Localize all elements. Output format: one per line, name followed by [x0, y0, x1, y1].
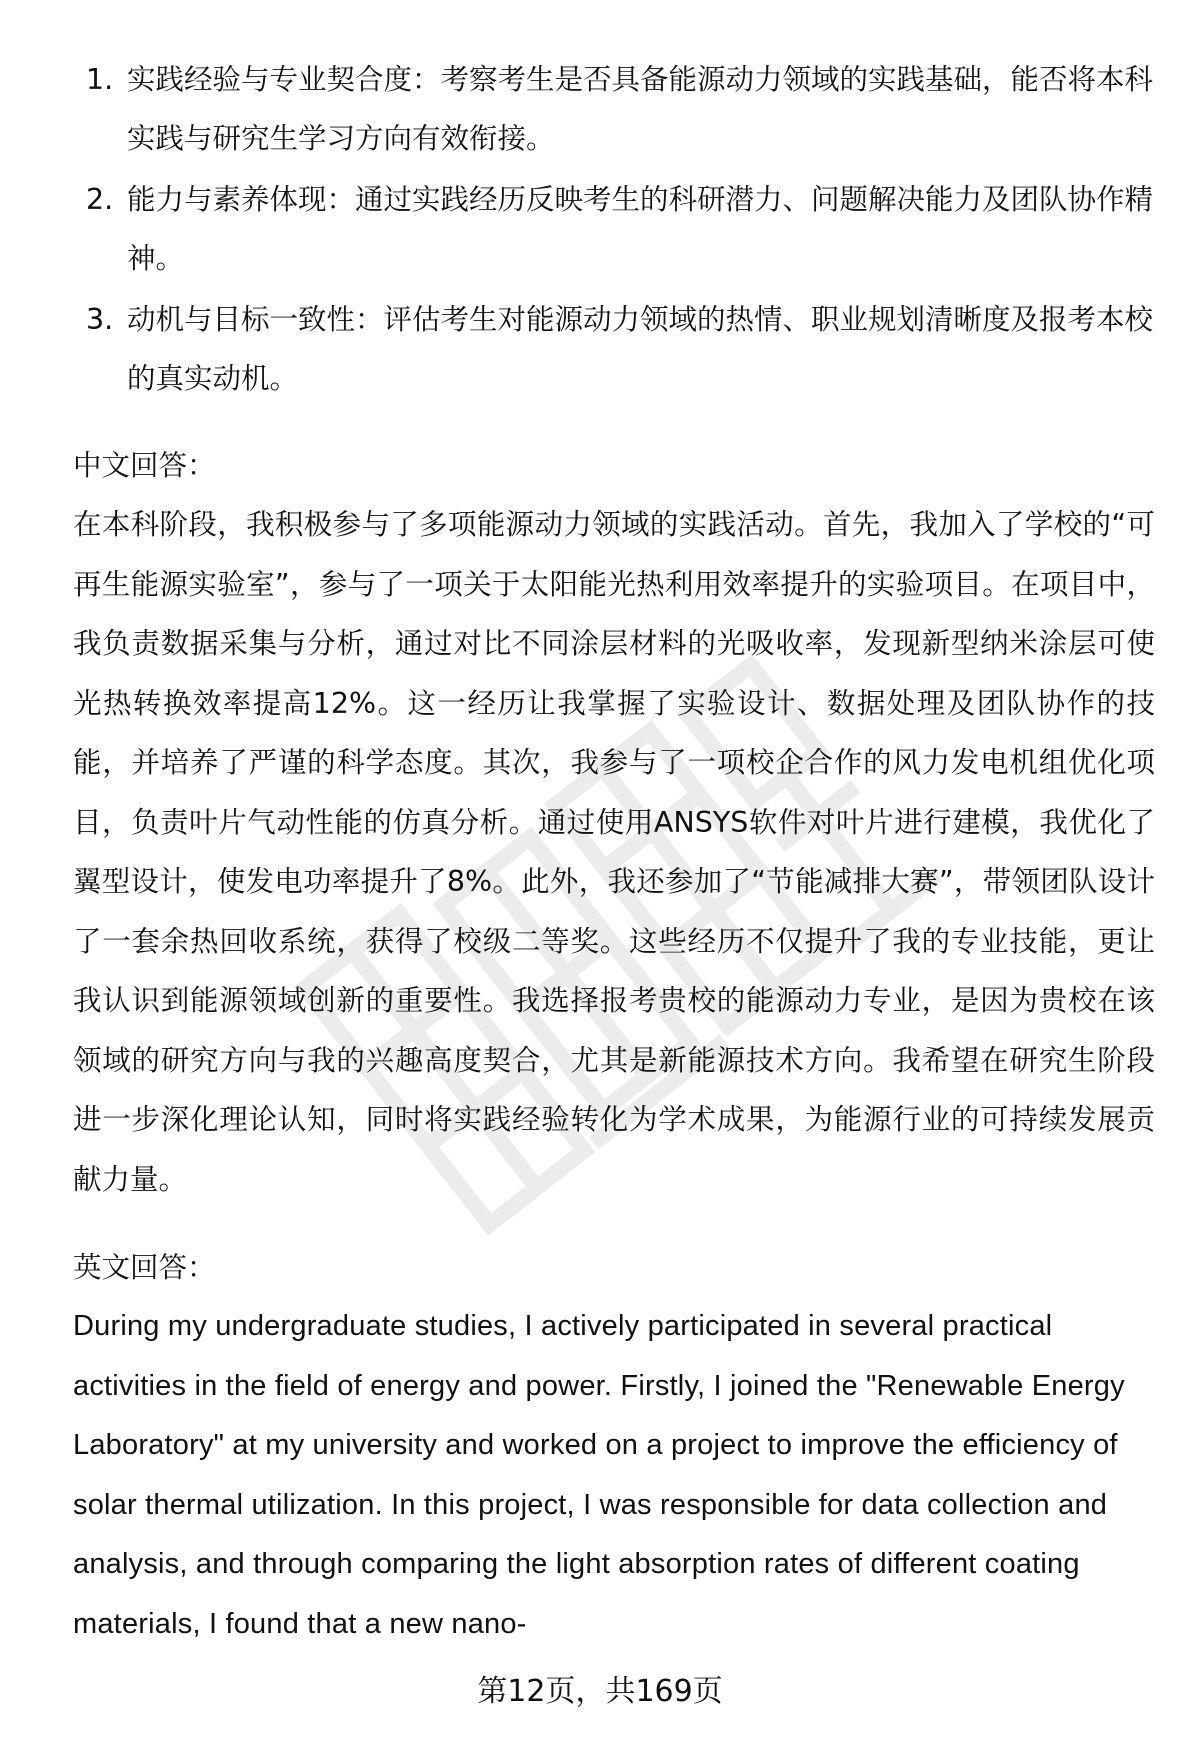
criteria-number: 3. [86, 303, 114, 336]
criteria-number: 2. [86, 183, 114, 216]
chinese-answer-heading: 中文回答： [73, 449, 216, 482]
criteria-text: 动机与目标一致性：评估考生对能源动力领域的热情、职业规划清晰度及报考本校的真实动机。 [127, 303, 1154, 395]
evaluation-criteria-list [80, 50, 1155, 410]
criteria-text: 能力与素养体现：通过实践经历反映考生的科研潜力、问题解决能力及团队协作精神。 [127, 183, 1154, 275]
english-answer-heading: 英文回答： [73, 1251, 216, 1284]
criteria-item [80, 170, 1155, 288]
criteria-number: 1. [86, 63, 114, 96]
chinese-answer-body: 在本科阶段，我积极参与了多项能源动力领域的实践活动。首先，我加入了学校的“可再生能源实验室”，参与了一项关于太阳能光热利用效率提升的实验项目。在项目中，我负责数据采集与分析，通过对比不同涂层材料的光吸收率，发现新型纳米涂层可使光热转换效率提高12%。这一经历让我掌握了实验设计、数据处理及团队协作的技能，并培养了严谨的科学态度。其次，我参与了一项校企合作的风力发电机组优化项目，负责叶片气动性能的仿真分析。通过使用ANSYS软件对叶片进行建模，我优化了翼型设计，使发电功率提升了8%。此外，我还参加了“节能减排大赛”，带领团队设计了一套余热回收系统，获得了校级二等奖。这些经历不仅提升了我的专业技能，更让我认识到能源领域创新的重要性。我选择报考贵校的能源动力专业，是因为贵校在该领域的研究方向与我的兴趣高度契合，尤其是新能源技术方向。我希望在研究生阶段进一步深化理论认知，同时将实践经验转化为学术成果，为能源行业的可持续发展贡献力量。 [73, 508, 1155, 1196]
english-answer-body: During my undergraduate studies, I actively participated in several practical activities in the field of energy and power. Firstly, I joined the "Renewable Energy Laboratory" at my university and worked on a project to improve the efficiency of solar thermal utilization. In this project, I was responsible for data collection and analysis, and through comparing the light absorption rates of different coating materials, I found that a new nano- [73, 1310, 1125, 1640]
page-number: 第12页，共169页 [477, 1674, 723, 1709]
criteria-item [80, 50, 1155, 168]
criteria-item [80, 290, 1155, 408]
criteria-text: 实践经验与专业契合度：考察考生是否具备能源动力领域的实践基础，能否将本科实践与研究生学习方向有效衔接。 [127, 63, 1154, 155]
